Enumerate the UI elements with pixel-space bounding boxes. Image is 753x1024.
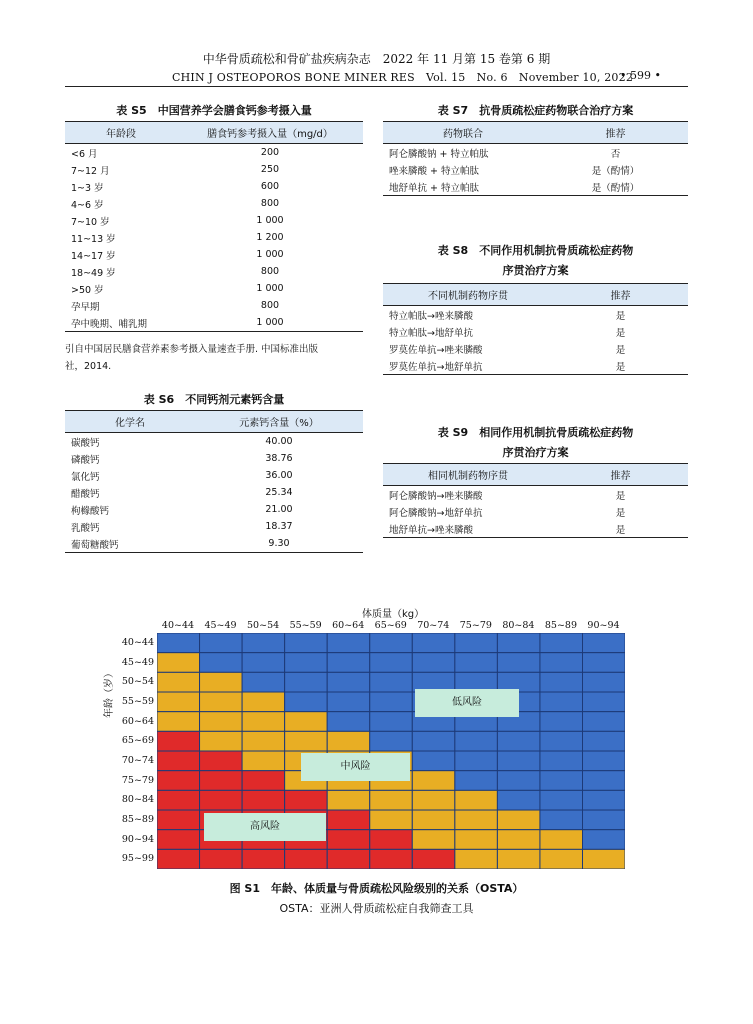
table-s7-cell: 阿仑膦酸钠 + 特立帕肽 [389, 148, 489, 160]
low-risk-cell [583, 672, 626, 692]
table-s5-cell: 200 [260, 147, 280, 158]
high-risk-cell [370, 830, 413, 850]
table-s8-cell: 罗莫佐单抗→唑来膦酸 [389, 344, 483, 356]
table-s9-row [383, 520, 688, 538]
table-s6-cell: 碳酸钙 [71, 437, 100, 449]
low-risk-cell [455, 751, 498, 771]
table-s5-cell: 18~49 岁 [71, 267, 116, 279]
mid-risk-cell [497, 830, 540, 850]
low-risk-cell [540, 712, 583, 732]
low-risk-cell [497, 653, 540, 673]
table-s5-row [65, 314, 363, 332]
low-risk-cell [540, 633, 583, 653]
mid-risk-cell [157, 712, 200, 732]
table-s5-cell: 孕早期 [71, 301, 100, 313]
table-s5-row [65, 161, 363, 178]
table-s5-cell: 600 [260, 181, 280, 192]
low-risk-cell [540, 672, 583, 692]
region-label-low: 低风险 [415, 689, 519, 717]
header-rule [65, 86, 688, 87]
table-s5-cell: 14~17 岁 [71, 250, 116, 262]
region-label-mid: 中风险 [301, 753, 410, 781]
table-s8 [383, 283, 688, 375]
low-risk-cell [540, 771, 583, 791]
table-s8-title-line1: 表 S8 不同作用机制抗骨质疏松症药物 [437, 244, 634, 257]
x-tick-label: 80~84 [502, 620, 535, 631]
mid-risk-cell [200, 672, 243, 692]
high-risk-cell [370, 849, 413, 869]
low-risk-cell [242, 653, 285, 673]
mid-risk-cell [412, 790, 455, 810]
high-risk-cell [327, 830, 370, 850]
high-risk-cell [157, 830, 200, 850]
y-tick-label: 80~84 [121, 794, 154, 806]
low-risk-cell [540, 810, 583, 830]
high-risk-cell [327, 849, 370, 869]
high-risk-cell [157, 849, 200, 869]
table-s5-cell: 800 [260, 266, 280, 277]
table-s6-cell: 25.34 [265, 487, 293, 498]
table-s9-title [383, 423, 688, 463]
table-s8-cell: 是 [615, 344, 626, 356]
table-s5 [65, 121, 363, 332]
table-s6 [65, 410, 363, 553]
high-risk-cell [157, 790, 200, 810]
low-risk-cell [497, 751, 540, 771]
table-s9-title-line2: 序贯治疗方案 [502, 446, 569, 459]
low-risk-cell [497, 790, 540, 810]
mid-risk-cell [200, 692, 243, 712]
table-s6-cell: 醋酸钙 [71, 488, 100, 500]
low-risk-cell [455, 731, 498, 751]
table-s7-cell: 唑来膦酸 + 特立帕肽 [389, 165, 479, 177]
y-tick-label: 40~44 [121, 637, 154, 648]
low-risk-cell [370, 692, 413, 712]
mid-risk-cell [242, 692, 285, 712]
mid-risk-cell [412, 771, 455, 791]
low-risk-cell [200, 633, 243, 653]
y-tick-label: 45~49 [121, 656, 154, 668]
table-s5-header-age: 年龄段 [65, 122, 177, 144]
table-s5-row [65, 280, 363, 297]
mid-risk-cell [540, 849, 583, 869]
table-s8-row [383, 323, 688, 340]
table-s6-row [65, 518, 363, 535]
low-risk-cell [540, 790, 583, 810]
table-s6-cell: 21.00 [265, 504, 293, 515]
table-s7-cell: 是（酌情） [591, 165, 640, 177]
table-s9-cell: 是 [553, 520, 688, 538]
mid-risk-cell [455, 810, 498, 830]
table-s9-cell: 是 [615, 490, 626, 502]
low-risk-cell [583, 751, 626, 771]
table-s5-row [65, 229, 363, 246]
x-tick-label: 75~79 [459, 620, 492, 631]
table-s5-row [65, 263, 363, 280]
x-tick-label: 60~64 [332, 620, 365, 631]
table-s9-cell: 是 [615, 507, 626, 519]
low-risk-cell [327, 633, 370, 653]
low-risk-cell [583, 830, 626, 850]
y-tick-label: 75~79 [121, 774, 154, 786]
high-risk-cell [200, 751, 243, 771]
high-risk-cell [200, 790, 243, 810]
table-s8-row [383, 306, 688, 324]
x-tick-label: 90~94 [587, 620, 620, 631]
table-s5-cell: 800 [260, 198, 280, 209]
low-risk-cell [412, 653, 455, 673]
high-risk-cell [242, 790, 285, 810]
mid-risk-cell [583, 849, 626, 869]
mid-risk-cell [412, 810, 455, 830]
high-risk-cell [200, 849, 243, 869]
high-risk-cell [242, 849, 285, 869]
low-risk-cell [242, 633, 285, 653]
table-s5-cell: 4~6 岁 [71, 199, 104, 211]
low-risk-cell [540, 751, 583, 771]
y-tick-label: 70~74 [121, 755, 154, 767]
region-label-high: 高风险 [204, 813, 326, 841]
low-risk-cell [370, 653, 413, 673]
low-risk-cell [157, 633, 200, 653]
journal-header-en: CHIN J OSTEOPOROS BONE MINER RES Vol. 15 No. 6 November 10, 2022 [172, 71, 634, 84]
low-risk-cell [583, 810, 626, 830]
table-s8-cell: 是 [615, 310, 626, 322]
mid-risk-cell [412, 830, 455, 850]
low-risk-cell [455, 633, 498, 653]
table-s6-row [65, 535, 363, 553]
y-tick-label: 90~94 [121, 833, 154, 845]
table-s6-cell: 36.00 [265, 470, 293, 481]
figure-caption: 图 S1 年龄、体质量与骨质疏松风险级别的关系（OSTA） [229, 882, 524, 895]
table-s5-cell: 1~3 岁 [71, 182, 104, 194]
low-risk-cell [540, 692, 583, 712]
mid-risk-cell [370, 790, 413, 810]
table-s5-row [65, 178, 363, 195]
low-risk-cell [583, 633, 626, 653]
low-risk-cell [327, 712, 370, 732]
table-s7-cell: 否 [610, 148, 621, 160]
table-s8-row [383, 340, 688, 357]
table-s8-title [383, 241, 688, 281]
x-tick-label: 70~74 [417, 620, 450, 631]
high-risk-cell [412, 849, 455, 869]
low-risk-cell [583, 790, 626, 810]
high-risk-cell [327, 810, 370, 830]
table-s5-row [65, 246, 363, 263]
table-s5-note-line2: 社，2014. [65, 361, 112, 372]
low-risk-cell [455, 653, 498, 673]
low-risk-cell [285, 653, 328, 673]
mid-risk-cell [157, 692, 200, 712]
table-s7-row [383, 144, 688, 162]
low-risk-cell [455, 771, 498, 791]
x-tick-label: 55~59 [289, 620, 322, 631]
table-s8-cell: 罗莫佐单抗→地舒单抗 [383, 357, 553, 375]
table-s5-cell: 7~10 岁 [71, 216, 110, 228]
table-s6-row [65, 484, 363, 501]
table-s8-cell: 特立帕肽→地舒单抗 [389, 327, 473, 339]
low-risk-cell [583, 653, 626, 673]
table-s8-header-seq: 不同机制药物序贯 [383, 284, 553, 306]
table-s5-note [65, 341, 365, 375]
mid-risk-cell [497, 849, 540, 869]
low-risk-cell [583, 731, 626, 751]
table-s6-cell: 38.76 [265, 453, 293, 464]
table-s9-header-rec: 推荐 [553, 464, 688, 486]
low-risk-cell [497, 633, 540, 653]
table-s6-cell: 9.30 [195, 535, 363, 553]
low-risk-cell [327, 653, 370, 673]
table-s7-header-rec: 推荐 [543, 122, 688, 144]
table-s5-row [65, 297, 363, 314]
table-s6-cell: 40.00 [265, 436, 293, 447]
table-s6-row [65, 501, 363, 518]
mid-risk-cell [327, 790, 370, 810]
mid-risk-cell [242, 731, 285, 751]
table-s5-cell: 1 000 [256, 283, 284, 294]
table-s5-cell: 孕中晚期、哺乳期 [65, 314, 177, 332]
page-number: • 599 • [620, 69, 661, 82]
mid-risk-cell [540, 830, 583, 850]
table-s5-row [65, 144, 363, 162]
table-s6-row [65, 467, 363, 484]
low-risk-cell [540, 653, 583, 673]
table-s5-cell: 1 000 [256, 249, 284, 260]
table-s8-cell: 是 [553, 357, 688, 375]
low-risk-cell [583, 692, 626, 712]
table-s8-cell: 特立帕肽→唑来膦酸 [389, 310, 473, 322]
mid-risk-cell [157, 653, 200, 673]
high-risk-cell [157, 731, 200, 751]
mid-risk-cell [242, 751, 285, 771]
table-s5-header-calcium: 膳食钙参考摄入量（mg/d） [177, 122, 363, 144]
mid-risk-cell [285, 712, 328, 732]
table-s5-cell: 11~13 岁 [71, 233, 116, 245]
y-tick-label: 65~69 [121, 735, 154, 747]
y-tick-label: 95~99 [121, 853, 154, 865]
table-s6-title: 表 S6 不同钙剂元素钙含量 [143, 393, 285, 406]
mid-risk-cell [200, 712, 243, 732]
table-s6-cell: 磷酸钙 [71, 454, 100, 466]
low-risk-cell [242, 672, 285, 692]
high-risk-cell [200, 771, 243, 791]
table-s6-cell: 乳酸钙 [71, 522, 100, 534]
table-s6-row [65, 433, 363, 451]
table-s7 [383, 121, 688, 196]
table-s5-note-line1: 引自中国居民膳食营养素参考摄入量速查手册. 中国标准出版 [65, 344, 319, 355]
x-tick-label: 50~54 [247, 620, 280, 631]
table-s6-row [65, 450, 363, 467]
table-s8-row [383, 357, 688, 375]
low-risk-cell [583, 771, 626, 791]
low-risk-cell [412, 751, 455, 771]
y-tick-label: 85~89 [121, 814, 154, 826]
mid-risk-cell [200, 731, 243, 751]
x-tick-label: 45~49 [204, 620, 237, 631]
table-s7-title: 表 S7 抗骨质疏松症药物联合治疗方案 [437, 104, 634, 117]
low-risk-cell [412, 731, 455, 751]
low-risk-cell [327, 692, 370, 712]
low-risk-cell [370, 633, 413, 653]
table-s9-cell: 阿仑膦酸钠→地舒单抗 [389, 507, 483, 519]
table-s9 [383, 463, 688, 538]
table-s9-title-line1: 表 S9 相同作用机制抗骨质疏松症药物 [437, 426, 634, 439]
table-s6-cell: 氯化钙 [71, 471, 100, 483]
table-s6-header-content: 元素钙含量（%） [195, 411, 363, 433]
table-s5-cell: 250 [260, 164, 280, 175]
table-s5-row [65, 212, 363, 229]
table-s7-header-combo: 药物联合 [383, 122, 543, 144]
table-s5-cell: <6 月 [71, 148, 98, 160]
table-s9-cell: 地舒单抗→唑来膦酸 [383, 520, 553, 538]
x-tick-label: 85~89 [544, 620, 577, 631]
mid-risk-cell [327, 731, 370, 751]
table-s6-cell: 18.37 [265, 521, 293, 532]
high-risk-cell [285, 849, 328, 869]
table-s5-cell: 1 200 [256, 232, 284, 243]
table-s6-header-name: 化学名 [65, 411, 195, 433]
journal-header-cn: 中华骨质疏松和骨矿盐疾病杂志 2022 年 11 月第 15 卷第 6 期 [202, 52, 551, 66]
y-tick-label: 60~64 [121, 715, 154, 727]
low-risk-cell [370, 712, 413, 732]
table-s5-cell: 7~12 月 [71, 165, 110, 177]
table-s8-title-line2: 序贯治疗方案 [502, 264, 569, 277]
table-s5-row [65, 195, 363, 212]
table-s9-header-seq: 相同机制药物序贯 [383, 464, 553, 486]
low-risk-cell [327, 672, 370, 692]
figure-caption-sub: OSTA：亚洲人骨质疏松症自我筛查工具 [279, 902, 474, 915]
low-risk-cell [412, 633, 455, 653]
table-s7-row [383, 161, 688, 178]
low-risk-cell [285, 692, 328, 712]
low-risk-cell [540, 731, 583, 751]
high-risk-cell [285, 790, 328, 810]
table-s9-row [383, 503, 688, 520]
mid-risk-cell [497, 810, 540, 830]
high-risk-cell [157, 751, 200, 771]
table-s8-header-rec: 推荐 [553, 284, 688, 306]
mid-risk-cell [455, 790, 498, 810]
y-tick-label: 55~59 [121, 696, 154, 707]
table-s5-cell: 800 [260, 300, 280, 311]
x-tick-label: 65~69 [374, 620, 407, 631]
low-risk-cell [370, 672, 413, 692]
low-risk-cell [497, 731, 540, 751]
figure-x-title: 体质量（kg） [362, 609, 425, 620]
mid-risk-cell [157, 672, 200, 692]
low-risk-cell [285, 633, 328, 653]
table-s5-cell: 1 000 [177, 314, 363, 332]
x-tick-label: 40~44 [161, 620, 195, 631]
mid-risk-cell [370, 810, 413, 830]
table-s7-cell: 地舒单抗 + 特立帕肽 [383, 178, 543, 196]
table-s7-cell: 是（酌情） [543, 178, 688, 196]
low-risk-cell [370, 731, 413, 751]
table-s5-cell: 1 000 [256, 215, 284, 226]
table-s7-row [383, 178, 688, 196]
high-risk-cell [157, 810, 200, 830]
mid-risk-cell [285, 731, 328, 751]
table-s5-title: 表 S5 中国营养学会膳食钙参考摄入量 [116, 104, 312, 117]
table-s9-cell: 阿仑膦酸钠→唑来膦酸 [389, 490, 483, 502]
table-s6-cell: 枸橼酸钙 [71, 505, 110, 517]
low-risk-cell [497, 771, 540, 791]
mid-risk-cell [455, 830, 498, 850]
low-risk-cell [285, 672, 328, 692]
table-s9-row [383, 486, 688, 504]
mid-risk-cell [242, 712, 285, 732]
low-risk-cell [583, 712, 626, 732]
table-s5-cell: >50 岁 [71, 284, 104, 296]
high-risk-cell [157, 771, 200, 791]
table-s6-cell: 葡萄糖酸钙 [65, 535, 195, 553]
table-s8-cell: 是 [615, 327, 626, 339]
mid-risk-cell [455, 849, 498, 869]
y-tick-label: 50~54 [121, 676, 154, 688]
high-risk-cell [242, 771, 285, 791]
low-risk-cell [200, 653, 243, 673]
figure-y-title: 年龄（岁） [104, 668, 115, 718]
